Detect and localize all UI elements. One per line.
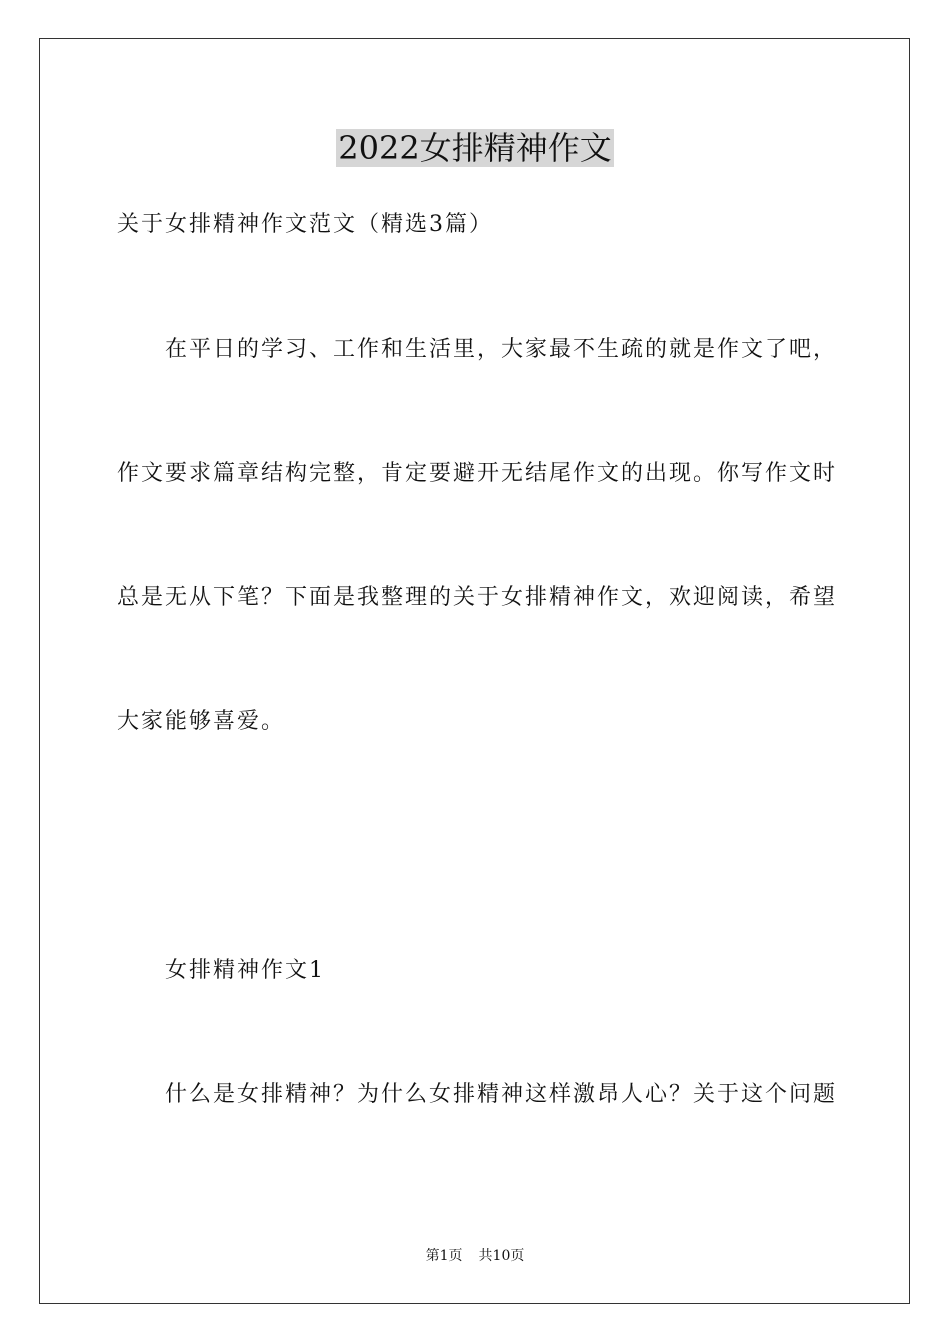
page-total: 共10页 [478, 1248, 525, 1264]
intro-line-2: 作文要求篇章结构完整，肯定要避开无结尾作文的出现。你写作文时 [117, 461, 838, 486]
intro-line-1: 在平日的学习、工作和生活里，大家最不生疏的就是作文了吧， [165, 337, 838, 362]
page-number: 第1页 [425, 1248, 463, 1264]
section-heading: 女排精神作文1 [165, 958, 325, 983]
document-subtitle: 关于女排精神作文范文（精选3篇） [117, 212, 493, 237]
intro-line-4: 大家能够喜爱。 [117, 709, 286, 734]
page-footer [0, 1246, 950, 1266]
intro-line-3: 总是无从下笔？下面是我整理的关于女排精神作文，欢迎阅读，希望 [117, 585, 838, 610]
document-title-text: 2022女排精神作文 [338, 129, 612, 167]
document-title [0, 126, 950, 170]
body-line-1: 什么是女排精神？为什么女排精神这样激昂人心？关于这个问题 [165, 1082, 838, 1107]
